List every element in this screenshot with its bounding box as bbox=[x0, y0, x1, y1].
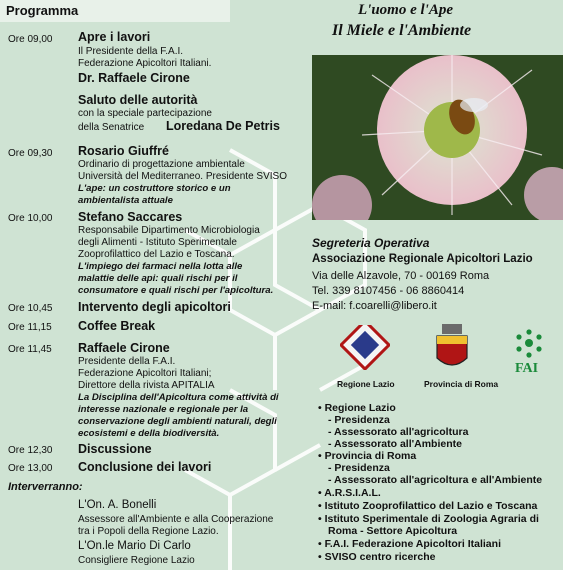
list-item: • A.R.S.I.A.L. bbox=[318, 487, 381, 499]
time-1045: Ore 10,45 bbox=[8, 303, 53, 314]
speaker-cirone-2: Raffaele Cirone bbox=[78, 341, 170, 355]
intervento-apicoltori: Intervento degli apicoltori bbox=[78, 300, 231, 314]
cirone-line-3: Direttore della rivista APITALIA bbox=[78, 380, 215, 391]
partecipazione: con la speciale partecipazione bbox=[78, 108, 212, 119]
saccares-line-3: Zooprofilattico del Lazio e Toscana. bbox=[78, 249, 235, 260]
segreteria-address: Via delle Alzavole, 70 - 00169 Roma bbox=[312, 270, 490, 282]
cirone-line-6: conservazione degli ambienti naturali, degli bbox=[78, 416, 277, 427]
giuffre-line-2: Università del Mediterraneo. Presidente SVISO bbox=[78, 171, 287, 182]
cirone-line-5: interesse nazionale e regionale per la bbox=[78, 404, 249, 415]
provincia-roma-label: Provincia di Roma bbox=[424, 379, 499, 389]
fai-logo bbox=[513, 328, 545, 360]
list-item: - Assessorato all'agricoltura e all'Ambiente bbox=[328, 474, 543, 486]
dicarlo-line-1: Consigliere Regione Lazio bbox=[78, 555, 195, 566]
cirone-line-4: La Disciplina dell'Apicoltura come attività di bbox=[78, 392, 279, 403]
list-item: • F.A.I. Federazione Apicoltori Italiani bbox=[318, 538, 501, 550]
segreteria-title: Segreteria Operativa bbox=[312, 236, 430, 250]
cirone-line-1: Presidente della F.A.I. bbox=[78, 356, 176, 367]
provincia-roma-logo bbox=[432, 322, 472, 374]
time-1115: Ore 11,15 bbox=[8, 322, 52, 333]
cirone-line-2: Federazione Apicoltori Italiani; bbox=[78, 368, 212, 379]
list-item: - Presidenza bbox=[328, 414, 390, 426]
segreteria-tel: Tel. 339 8107456 - 06 8860414 bbox=[312, 285, 465, 297]
fai-label: FAI bbox=[515, 361, 539, 376]
bonelli-line-1: Assessore all'Ambiente e alla Cooperazione bbox=[78, 514, 274, 525]
saluto-autorita: Saluto delle autorità bbox=[78, 93, 198, 107]
speaker-giuffre: Rosario Giuffré bbox=[78, 144, 169, 158]
list-item: • Regione Lazio bbox=[318, 402, 396, 414]
time-0900: Ore 09,00 bbox=[8, 34, 53, 45]
conclusione: Conclusione dei lavori bbox=[78, 460, 212, 474]
speaker-cirone: Dr. Raffaele Cirone bbox=[78, 71, 190, 85]
saccares-line-1: Responsabile Dipartimento Microbiologia bbox=[78, 225, 260, 236]
speaker-saccares: Stefano Saccares bbox=[78, 210, 183, 224]
discussione: Discussione bbox=[78, 442, 152, 456]
list-item: • Istituto Sperimentale di Zoologia Agraria di bbox=[318, 513, 539, 525]
segreteria-email: E-mail: f.coarelli@libero.it bbox=[312, 300, 437, 312]
speaker-bonelli: L'On. A. Bonelli bbox=[78, 499, 157, 511]
bonelli-line-2: tra i Popoli della Regione Lazio. bbox=[78, 526, 219, 537]
cirone-line-7: ecosistemi e della biodiversità. bbox=[78, 428, 220, 439]
speaker-dicarlo: L'On.le Mario Di Carlo bbox=[78, 540, 191, 552]
title-line-1: L'uomo e l'Ape bbox=[358, 2, 453, 18]
list-item: • Provincia di Roma bbox=[318, 450, 417, 462]
regione-lazio-logo bbox=[340, 325, 390, 370]
senatrice-label: della Senatrice bbox=[78, 122, 145, 133]
time-1230: Ore 12,30 bbox=[8, 445, 53, 456]
list-item: - Presidenza bbox=[328, 462, 390, 474]
list-item: - Assessorato all'Ambiente bbox=[328, 438, 462, 450]
saccares-line-2: degli Alimenti - Istituto Sperimentale bbox=[78, 237, 237, 248]
bee-flower-photo bbox=[312, 55, 563, 220]
giuffre-line-1: Ordinario di progettazione ambientale bbox=[78, 159, 245, 170]
speaker-depetris: Loredana De Petris bbox=[166, 119, 280, 133]
saccares-line-4: L'impiego dei farmaci nella lotta alle bbox=[78, 261, 243, 272]
coffee-break: Coffee Break bbox=[78, 319, 156, 333]
regione-lazio-label: Regione Lazio bbox=[337, 379, 395, 389]
time-1145: Ore 11,45 bbox=[8, 344, 52, 355]
time-1300: Ore 13,00 bbox=[8, 463, 53, 474]
title-line-2: Il Miele e l'Ambiente bbox=[332, 22, 472, 39]
apre-lavori: Apre i lavori bbox=[78, 30, 151, 44]
program-title: Programma bbox=[6, 3, 79, 18]
program-header bbox=[0, 0, 230, 22]
list-item: • SVISO centro ricerche bbox=[318, 551, 436, 563]
time-0930: Ore 09,30 bbox=[8, 148, 53, 159]
list-item: - Assessorato all'agricoltura bbox=[328, 426, 469, 438]
federazione-1: Federazione Apicoltori Italiani. bbox=[78, 58, 212, 69]
presidente-fai: Il Presidente della F.A.I. bbox=[78, 46, 184, 57]
list-item: Roma - Settore Apicoltura bbox=[328, 525, 458, 537]
list-item: • Istituto Zooprofilattico del Lazio e Toscana bbox=[318, 500, 538, 512]
time-1000: Ore 10,00 bbox=[8, 213, 53, 224]
saccares-line-5: malattie delle api: quali rischi per il bbox=[78, 273, 238, 284]
segreteria-org: Associazione Regionale Apicoltori Lazio bbox=[312, 253, 533, 265]
giuffre-line-4: ambientalista attuale bbox=[78, 195, 173, 206]
saccares-line-6: consumatore e quali rischi per l'apicoltura. bbox=[78, 285, 274, 296]
interverranno: Interverranno: bbox=[8, 481, 83, 493]
giuffre-line-3: L'ape: un costruttore storico e un bbox=[78, 183, 231, 194]
